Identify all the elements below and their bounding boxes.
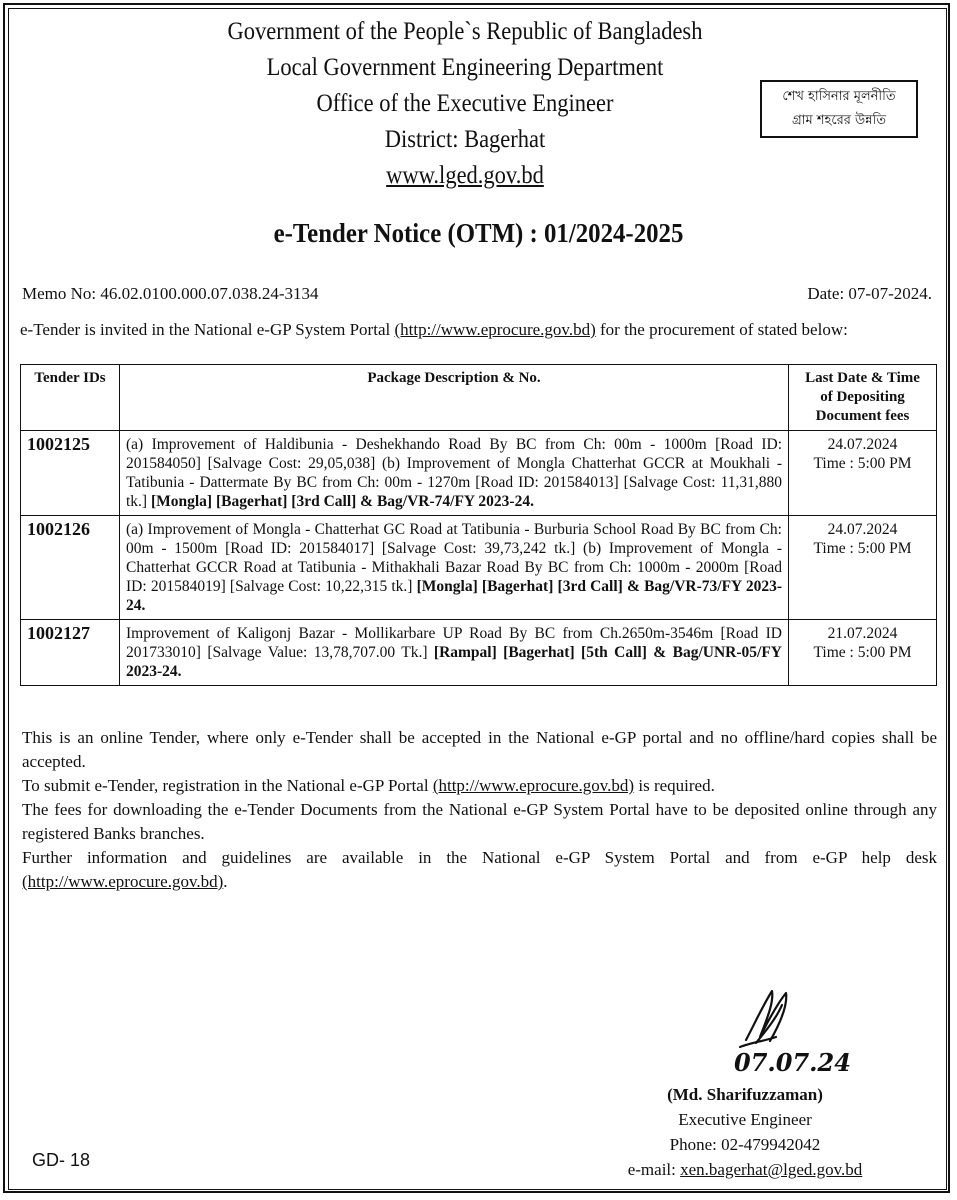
note-registration-before: To submit e-Tender, registration in the National e-GP Portal bbox=[22, 776, 433, 795]
handwritten-signature bbox=[716, 985, 866, 1085]
signature-date: 07.07.24 bbox=[734, 1048, 851, 1077]
last-time: Time : 5:00 PM bbox=[813, 644, 912, 661]
note-online-tender: This is an online Tender, where only e-Tender shall be accepted in the National e-GP portal and no offline/hard copies shall be accepted. bbox=[22, 728, 937, 771]
header-last-date-line-1: Last Date & Time bbox=[805, 370, 920, 386]
eprocure-link[interactable]: (http://www.eprocure.gov.bd) bbox=[22, 872, 224, 891]
table-row bbox=[21, 620, 937, 686]
package-number: [Mongla] [Bagerhat] [3rd Call] & Bag/VR-74/FY 2023-24. bbox=[150, 493, 534, 510]
last-date-cell bbox=[789, 620, 937, 686]
header-last-date-line-2: of Depositing bbox=[820, 389, 905, 405]
note-registration bbox=[22, 774, 937, 798]
package-description bbox=[120, 431, 789, 516]
govt-name: Government of the People`s Republic of Bangladesh bbox=[227, 18, 703, 45]
tender-id: 1002126 bbox=[21, 516, 120, 620]
signatory-email-line bbox=[590, 1157, 900, 1182]
intro-text bbox=[20, 320, 848, 340]
description-text: (a) Improvement of Mongla - Chatterhat GC Road at Tatibunia - Burburia School Road By BC from Ch: 00m - 1500m [Road ID: 201584017] [Salvage Cost: 39,73,242 tk.] (b) Improvement of Mongla - Chatterhat GCCR Road at Tatibunia - Mithakhali Bazar Road By BC from Ch: 1000m - 2000m [Road ID: 201584019] [Salvage Cost: 10,22,315 tk.] bbox=[126, 521, 782, 595]
table-header-row bbox=[21, 365, 937, 431]
slogan-line-2: গ্রাম শহরের উন্নতি bbox=[791, 113, 887, 128]
last-date-cell bbox=[789, 516, 937, 620]
district-name: District: Bagerhat bbox=[384, 126, 546, 153]
tender-id: 1002127 bbox=[21, 620, 120, 686]
table-row bbox=[21, 516, 937, 620]
note-further-info bbox=[22, 846, 937, 894]
notice-title: e-Tender Notice (OTM) : 01/2024-2025 bbox=[273, 218, 684, 248]
eprocure-link[interactable]: (http://www.eprocure.gov.bd) bbox=[394, 320, 596, 339]
intro-after: for the procurement of stated below: bbox=[595, 320, 848, 339]
last-date: 24.07.2024 bbox=[827, 436, 898, 453]
last-date-cell bbox=[789, 431, 937, 516]
note-registration-after: is required. bbox=[634, 776, 715, 795]
header-package-description: Package Description & No. bbox=[120, 365, 789, 431]
signature-block bbox=[590, 1082, 900, 1182]
slogan-box bbox=[760, 80, 918, 138]
signature-stroke bbox=[746, 991, 786, 1041]
memo-number: Memo No: 46.02.0100.000.07.038.24-3134 bbox=[22, 284, 319, 303]
package-number: [Rampal] [Bagerhat] [5th Call] & Bag/UNR-05/FY 2023-24. bbox=[126, 644, 782, 680]
signature-stroke bbox=[740, 1037, 776, 1047]
department-name: Local Government Engineering Department bbox=[266, 54, 664, 81]
note-further-after: . bbox=[223, 872, 228, 891]
note-further-before: Further information and guidelines are available in the National e-GP System Portal and from e-GP help desk bbox=[22, 848, 937, 867]
package-number: [Mongla] [Bagerhat] [3rd Call] & Bag/VR-73/FY 2023-24. bbox=[126, 578, 782, 614]
last-time: Time : 5:00 PM bbox=[813, 455, 912, 472]
package-description bbox=[120, 516, 789, 620]
package-description bbox=[120, 620, 789, 686]
letterhead bbox=[47, 14, 884, 194]
slogan-line-1: শেখ হাসিনার মূলনীতি bbox=[782, 89, 896, 104]
website-link[interactable]: www.lged.gov.bd bbox=[386, 162, 544, 189]
notice-date: Date: 07-07-2024. bbox=[807, 284, 932, 303]
tender-table bbox=[20, 364, 937, 686]
header-tender-ids: Tender IDs bbox=[21, 365, 120, 431]
last-date: 21.07.2024 bbox=[827, 625, 898, 642]
notes-section bbox=[22, 726, 937, 894]
table-row bbox=[21, 431, 937, 516]
office-name: Office of the Executive Engineer bbox=[316, 90, 614, 117]
signatory-phone: Phone: 02-479942042 bbox=[669, 1135, 821, 1154]
last-date: 24.07.2024 bbox=[827, 521, 898, 538]
footer-code: GD- 18 bbox=[32, 1150, 91, 1170]
description-text: Improvement of Kaligonj Bazar - Mollikarbare UP Road By BC from Ch.2650m-3546m [Road ID 201733010] [Salvage Value: 13,78,707.00 Tk.] bbox=[126, 625, 782, 661]
note-fees: The fees for downloading the e-Tender Documents from the National e-GP System Portal have to be deposited online through any registered Banks branches. bbox=[22, 800, 937, 843]
last-time: Time : 5:00 PM bbox=[813, 540, 912, 557]
header-last-date-line-3: Document fees bbox=[815, 408, 910, 424]
signatory-name: (Md. Sharifuzzaman) bbox=[667, 1085, 823, 1104]
eprocure-link[interactable]: (http://www.eprocure.gov.bd) bbox=[432, 776, 635, 795]
signatory-designation: Executive Engineer bbox=[678, 1110, 812, 1129]
intro-before: e-Tender is invited in the National e-GP System Portal bbox=[20, 320, 395, 339]
header-last-date bbox=[789, 365, 937, 431]
email-link[interactable]: xen.bagerhat@lged.gov.bd bbox=[680, 1160, 863, 1179]
description-text: (a) Improvement of Haldibunia - Deshekhando Road By BC from Ch: 00m - 1000m [Road ID: 201584050] [Salvage Cost: 29,05,038] (b) Improvement of Mongla Chatterhat GCCR at Moukhali - Tatibunia - Dattermate By BC from Ch: 00m - 1270m [Road ID: 201584013] [Salvage Cost: 11,31,880 tk.] bbox=[126, 436, 782, 510]
email-label: e-mail: bbox=[627, 1160, 681, 1179]
tender-id: 1002125 bbox=[21, 431, 120, 516]
